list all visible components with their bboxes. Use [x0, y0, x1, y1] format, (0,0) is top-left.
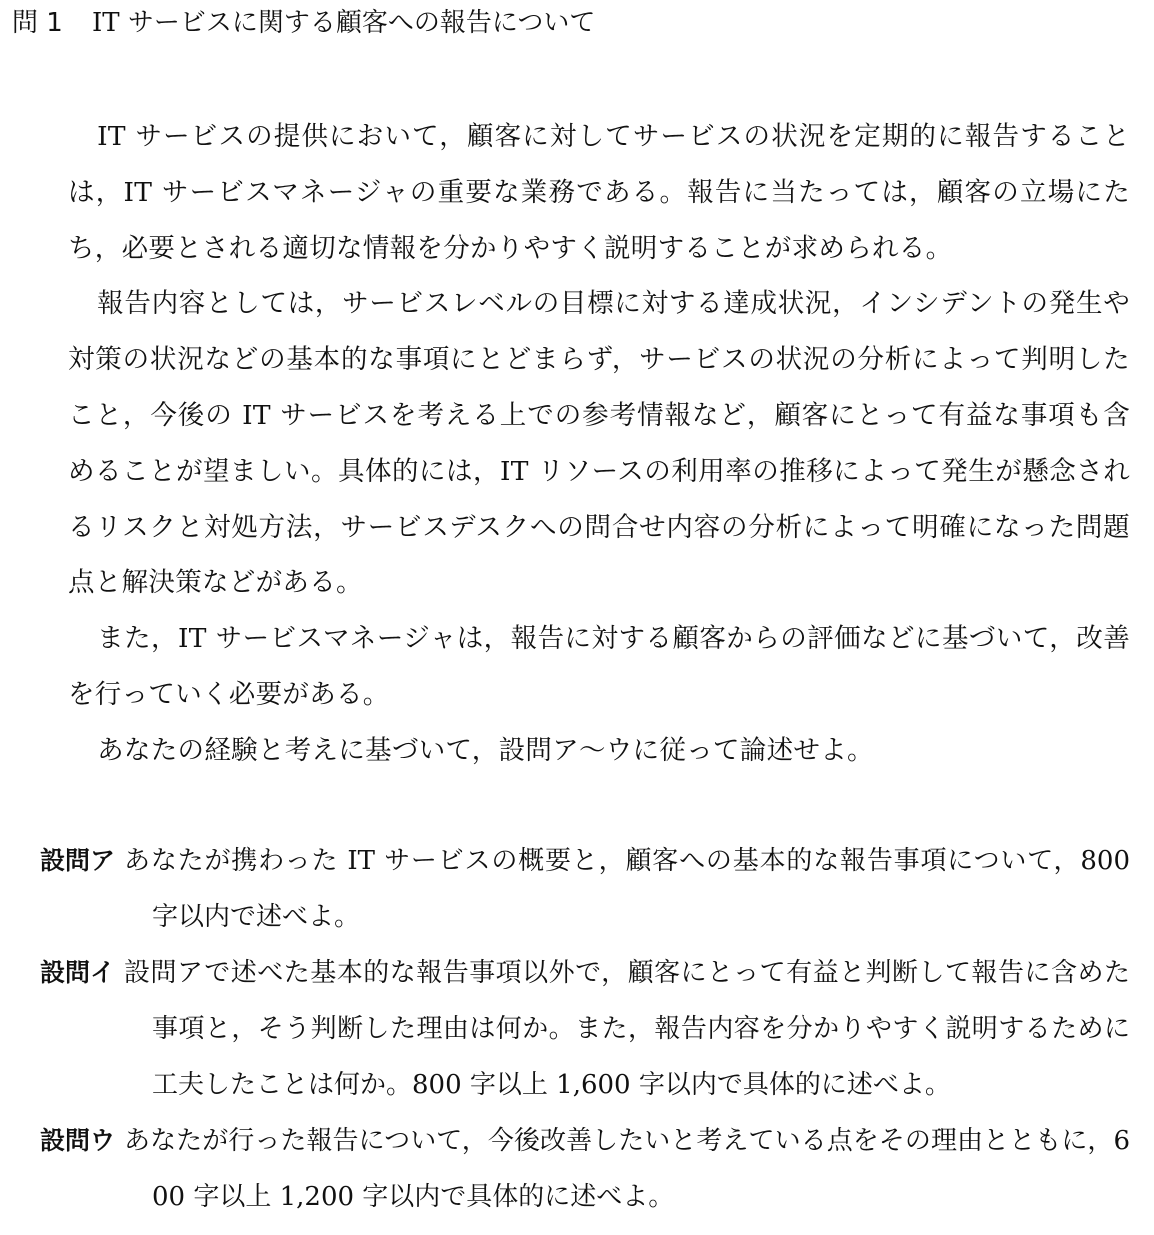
- question-title: IT サービスに関する顧客への報告について: [92, 8, 596, 38]
- subquestion-text: あなたが携わった IT サービスの概要と，顧客への基本的な報告事項について，800 字以内で述べよ。: [124, 846, 1130, 932]
- intro-text: [68, 109, 1130, 779]
- intro-paragraph: あなたの経験と考えに基づいて，設問ア～ウに従って論述せよ。: [97, 734, 874, 766]
- subquestion-i: [40, 945, 1130, 1113]
- subquestion-list: [40, 833, 1130, 1225]
- intro-paragraph: また，IT サービスマネージャは，報告に対する顧客からの評価などに基づいて，改善を行っていく必要がある。: [68, 623, 1130, 710]
- question-header: [12, 6, 595, 40]
- subquestion-label: 設問イ: [40, 958, 116, 987]
- subquestion-label: 設問ウ: [40, 1126, 116, 1155]
- intro-paragraph: IT サービスの提供において，顧客に対してサービスの状況を定期的に報告することは，IT サービスマネージャの重要な業務である。報告に当たっては，顧客の立場にたち，必要とされる適切な情報を分かりやすく説明することが求められる。: [68, 121, 1130, 264]
- subquestion-label: 設問ア: [40, 846, 116, 875]
- subquestion-text: あなたが行った報告について，今後改善したいと考えている点をその理由とともに，600 字以上 1,200 字以内で具体的に述べよ。: [124, 1126, 1130, 1212]
- intro-paragraph: 報告内容としては，サービスレベルの目標に対する達成状況，インシデントの発生や対策の状況などの基本的な事項にとどまらず，サービスの状況の分析によって判明したこと，今後の IT サービスを考える上での参考情報など，顧客にとって有益な事項も含めることが望ましい。具体的には，IT リソースの利用率の推移によって発生が懸念されるリスクと対処方法，サービスデスクへの問合せ内容の分析によって明確になった問題点と解決策などがある。: [68, 288, 1130, 599]
- subquestion-text: 設問アで述べた基本的な報告事項以外で，顧客にとって有益と判断して報告に含めた事項と，そう判断した理由は何か。また，報告内容を分かりやすく説明するために工夫したことは何か。800 字以上 1,600 字以内で具体的に述べよ。: [124, 958, 1130, 1100]
- subquestion-u: [40, 1113, 1130, 1225]
- subquestion-a: [40, 833, 1130, 945]
- question-number: 問 1: [12, 8, 63, 38]
